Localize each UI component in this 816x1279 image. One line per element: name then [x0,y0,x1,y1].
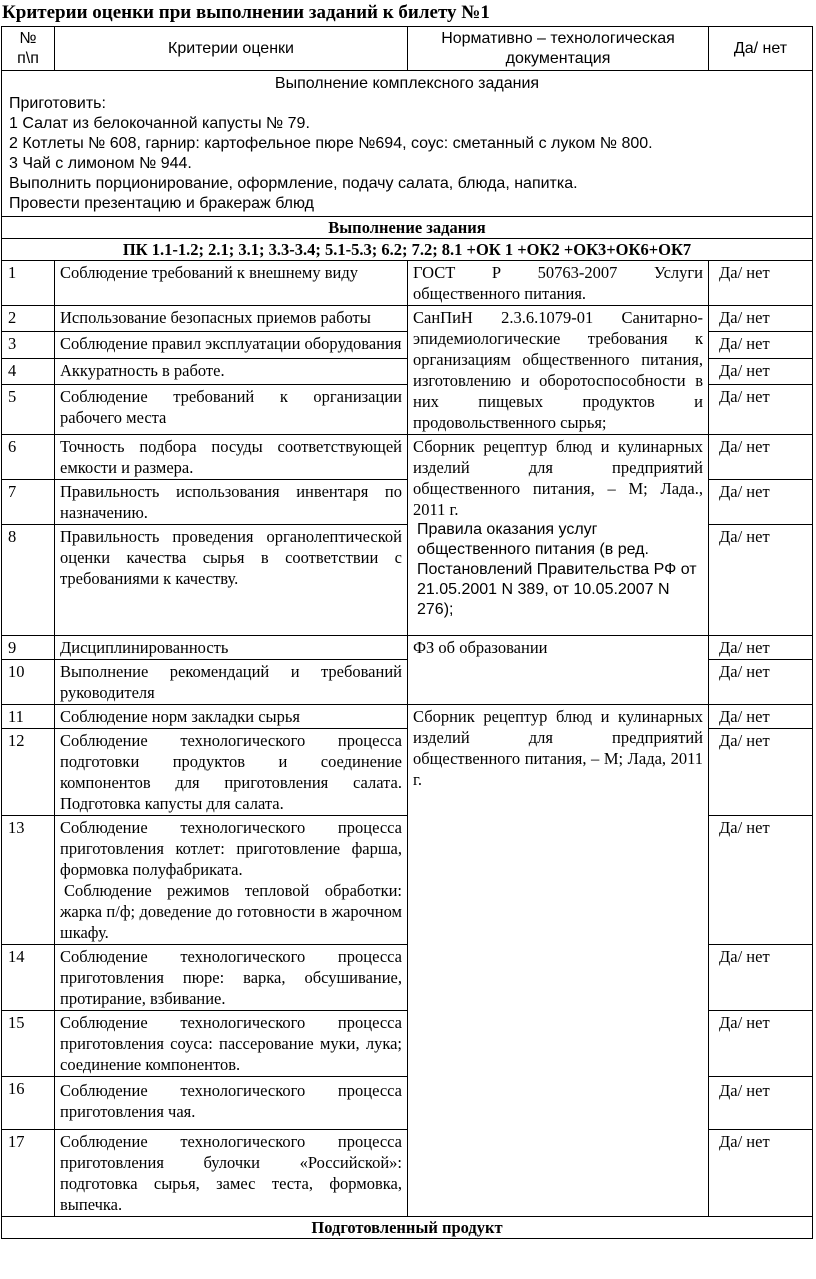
task-line: 1 Салат из белокочанной капусты № 79. [9,115,310,132]
yes-no: Да/ нет [709,945,813,1011]
yes-no: Да/ нет [709,660,813,705]
competencies-row [2,239,813,261]
criterion: Соблюдение норм закладки сырья [55,705,408,729]
header-yesno: Да/ нет [709,27,813,71]
yes-no: Да/ нет [709,261,813,306]
row-number: 7 [2,480,55,525]
row-number: 8 [2,525,55,636]
table-row [2,435,813,480]
row-number: 10 [2,660,55,705]
norm-pravila: Правила оказания услуг общественного питания (в ред. Постановлений Правительства РФ от 21.05.2001 N 389, от 10.05.2007 N 276); [417,521,697,618]
row-number: 6 [2,435,55,480]
execution-heading-row [2,217,813,239]
criterion: Точность подбора посуды соответствующей емкости и размера. [55,435,408,480]
header-criteria: Критерии оценки [55,27,408,71]
norm-sbornik-2: Сборник рецептур блюд и кулинарных изделий для предприятий общественного питания, – М; Лада, 2011 г. [408,705,709,1217]
criterion: Использование безопасных приемов работы [55,306,408,332]
row-number: 9 [2,636,55,660]
row-number: 16 [2,1077,55,1130]
row-number: 2 [2,306,55,332]
footer-heading: Подготовленный продукт [2,1217,813,1239]
criterion: Соблюдение требований к организации рабочего места [55,385,408,435]
yes-no: Да/ нет [709,705,813,729]
task-heading: Выполнение комплексного задания [274,75,540,92]
yes-no: Да/ нет [709,1077,813,1130]
yes-no: Да/ нет [709,816,813,945]
table-row [2,261,813,306]
header-norm: Нормативно – технологическая документация [408,27,709,71]
yes-no: Да/ нет [709,1130,813,1217]
row-number: 3 [2,332,55,358]
header-row [2,27,813,71]
criterion: Соблюдение технологического процесса приготовления чая. [55,1077,408,1130]
row-number: 15 [2,1011,55,1077]
yes-no: Да/ нет [709,1011,813,1077]
row-number: 1 [2,261,55,306]
criterion: Аккуратность в работе. [55,358,408,384]
task-block [2,71,813,217]
task-line: Провести презентацию и бракераж блюд [9,195,314,212]
yes-no: Да/ нет [709,332,813,358]
yes-no: Да/ нет [709,525,813,636]
row-number: 13 [2,816,55,945]
criterion [55,816,408,945]
norm-sbornik: Сборник рецептур блюд и кулинарных изделий для предприятий общественного питания, – М; Лада., 2011 г. [413,437,703,519]
norm-sbornik-pravila [408,435,709,636]
criterion: Соблюдение технологического процесса приготовления пюре: варка, обсушивание, протирание, взбивание. [55,945,408,1011]
criterion: Правильность использования инвентаря по назначению. [55,480,408,525]
criterion: Соблюдение правил эксплуатации оборудования [55,332,408,358]
criterion: Соблюдение технологического процесса подготовки продуктов и соединение компонентов для приготовления салата. Подготовка капусты для салата. [55,729,408,816]
criterion: Правильность проведения органолептической оценки качества сырья в соответствии с требованиями к качеству. [55,525,408,636]
row-number: 17 [2,1130,55,1217]
criterion: Соблюдение технологического процесса приготовления булочки «Российской»: подготовка сырья, замес теста, формовка, выпечка. [55,1130,408,1217]
task-line: Приготовить: [9,95,106,112]
yes-no: Да/ нет [709,306,813,332]
criteria-table [1,26,813,1239]
task-line: 2 Котлеты № 608, гарнир: картофельное пюре №694, соус: сметанный с луком № 800. [9,135,653,152]
table-row [2,705,813,729]
row-number: 4 [2,358,55,384]
norm-gost: ГОСТ Р 50763-2007 Услуги общественного питания. [408,261,709,306]
yes-no: Да/ нет [709,358,813,384]
criterion: Выполнение рекомендаций и требований руководителя [55,660,408,705]
footer-row [2,1217,813,1239]
competencies: ПК 1.1-1.2; 2.1; 3.1; 3.3-3.4; 5.1-5.3; 6.2; 7.2; 8.1 +ОК 1 +ОК2 +ОК3+ОК6+ОК7 [2,239,813,261]
task-row [2,71,813,217]
criterion: Дисциплинированность [55,636,408,660]
yes-no: Да/ нет [709,729,813,816]
page-title: Критерии оценки при выполнении заданий к билету №1 [2,2,490,23]
table-row [2,306,813,332]
norm-sanpin: СанПиН 2.3.6.1079-01 Санитарно-эпидемиологические требования к организациям общественного питания, изготовлению и оборотоспособности в них пищевых продуктов и продовольственного сырья; [408,306,709,435]
yes-no: Да/ нет [709,636,813,660]
norm-fz: ФЗ об образовании [408,636,709,705]
task-line: 3 Чай с лимоном № 944. [9,155,192,172]
yes-no: Да/ нет [709,480,813,525]
task-line: Выполнить порционирование, оформление, подачу салата, блюда, напитка. [9,175,578,192]
criterion-part: Соблюдение технологического процесса приготовления котлет: приготовление фарша, формовка полуфабриката. [60,818,402,879]
yes-no: Да/ нет [709,385,813,435]
row-number: 12 [2,729,55,816]
row-number: 14 [2,945,55,1011]
table-row [2,636,813,660]
row-number: 11 [2,705,55,729]
criterion: Соблюдение технологического процесса приготовления соуса: пассерование муки, лука; соединение компонентов. [55,1011,408,1077]
yes-no: Да/ нет [709,435,813,480]
criterion: Соблюдение требований к внешнему виду [55,261,408,306]
header-num: № п\п [2,27,55,71]
execution-heading: Выполнение задания [2,217,813,239]
row-number: 5 [2,385,55,435]
criterion-part: Соблюдение режимов тепловой обработки: жарка п/ф; доведение до готовности в жарочном шкафу. [60,881,402,942]
